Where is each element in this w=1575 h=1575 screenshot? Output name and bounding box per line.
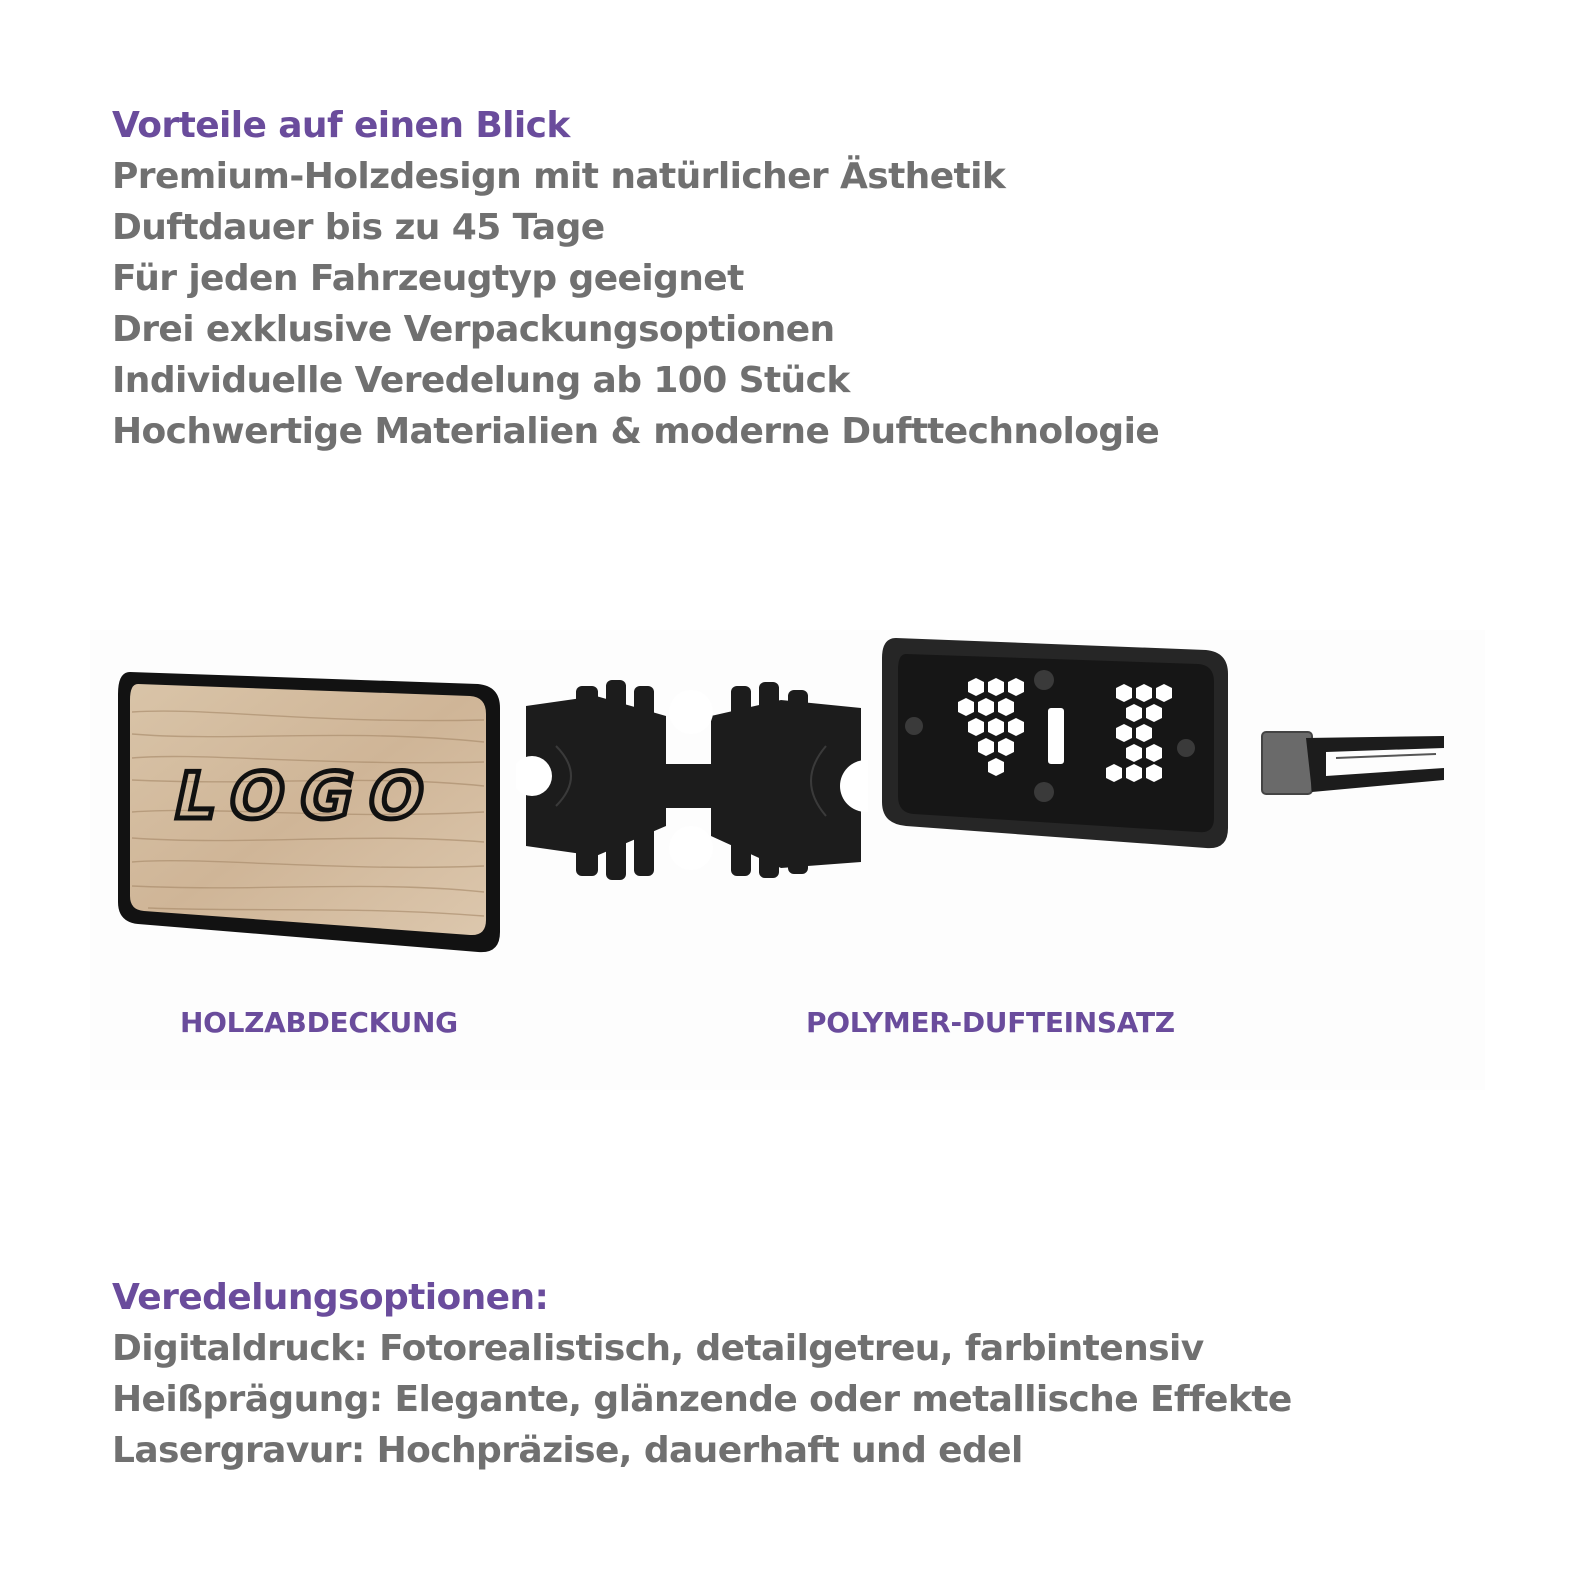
benefits-heading: Vorteile auf einen Blick	[112, 105, 570, 146]
caption-wood-cover: HOLZABDECKUNG	[180, 1006, 458, 1039]
benefits-section	[112, 100, 1159, 457]
finishing-item: Digitaldruck: Fotorealistisch, detailgetreu, farbintensiv	[112, 1328, 1204, 1369]
finishing-item: Heißprägung: Elegante, glänzende oder metallische Effekte	[112, 1379, 1292, 1420]
caption-polymer-insert: POLYMER-DUFTEINSATZ	[806, 1006, 1175, 1039]
benefit-item: Individuelle Veredelung ab 100 Stück	[112, 360, 850, 401]
benefit-item: Duftdauer bis zu 45 Tage	[112, 207, 605, 248]
finishing-item: Lasergravur: Hochpräzise, dauerhaft und edel	[112, 1430, 1023, 1471]
benefit-item: Drei exklusive Verpackungsoptionen	[112, 309, 835, 350]
logo-placeholder: LOGO	[167, 759, 448, 834]
polymer-insert-image	[516, 676, 868, 886]
wood-cover-image	[108, 662, 528, 962]
vent-clip-image	[1256, 718, 1452, 802]
housing-image	[876, 632, 1236, 860]
benefit-item: Für jeden Fahrzeugtyp geeignet	[112, 258, 744, 299]
benefit-item: Hochwertige Materialien & moderne Dufttechnologie	[112, 411, 1160, 452]
finishing-heading: Veredelungsoptionen:	[112, 1277, 549, 1318]
benefit-item: Premium-Holzdesign mit natürlicher Ästhetik	[112, 156, 1006, 197]
finishing-section	[112, 1272, 1292, 1476]
